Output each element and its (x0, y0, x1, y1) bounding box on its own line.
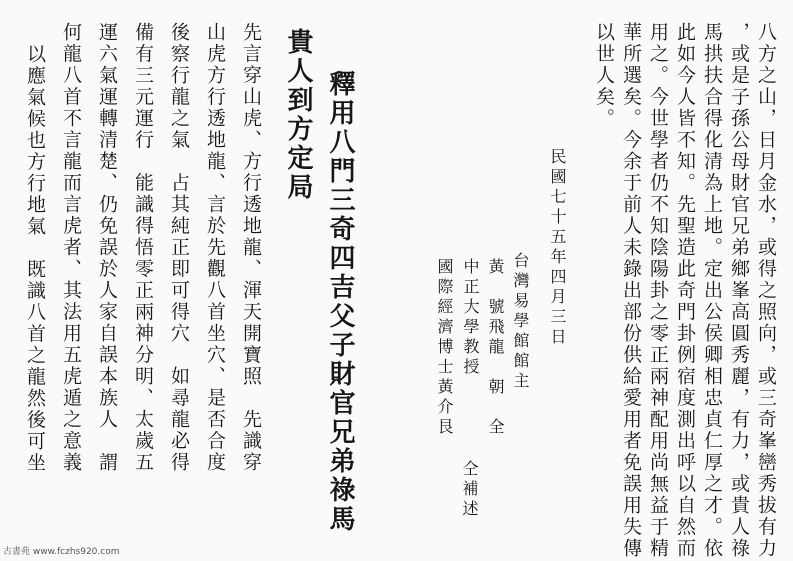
section-line-6: 何龍八首不言龍而言虎者、其法用五虎遁之意義 (60, 22, 82, 474)
preface-line-7: 以世人矣。 (593, 22, 615, 130)
preface-line-3: 馬拱扶合得化清為上地。定出公侯卿相忠貞仁厚之才。依 (701, 22, 723, 560)
section-line-7: 以應氣候也方行地氣 既識八首之龍然後可坐 (24, 44, 46, 474)
preface-line-2: ，或是子孫公母財官兄弟鄉峯高圓秀麗，有力，或貴人祿 (728, 22, 750, 560)
signature-org: 台灣易學館館主 (511, 252, 530, 392)
section-line-2: 山虎方行透地龍、言於先觀八首坐穴、是否合度 (204, 22, 226, 474)
signature-education: 中正大學教授 (461, 258, 480, 378)
preface-date: 民國七十五年四月三日 (548, 148, 567, 348)
signature-supplement: 仝補述 (460, 460, 479, 520)
section-line-5: 運六氣運轉清楚、仍免誤於人家自誤本族人 謂 (96, 22, 118, 474)
site-watermark: 古書苑 www.fczhs920.com (3, 547, 120, 557)
section-title: 釋用八門三奇四吉父子財官兄弟祿馬 (325, 70, 355, 534)
section-subtitle: 貴人到方定局 (283, 28, 313, 202)
section-line-1: 先言穿山虎、方行透地龍、渾天開寶照 先識穿 (240, 22, 262, 474)
signature-name: 黃 號飛龍 朝 全 (486, 258, 505, 438)
section-line-4: 備有三元運行 能識得悟零正兩神分明、太歲五 (132, 22, 154, 474)
signature-doctorate: 國際經濟博士黃介艮 (435, 258, 454, 438)
preface-line-1: 八方之山，日月金水，或得之照向，或三奇峯巒秀拔有力 (755, 22, 777, 560)
preface-line-6: 華所選矣。今余于前人未錄出部份供給愛用者免誤用失傳 (620, 22, 642, 560)
preface-line-5: 用之。今世學者仍不知陰陽卦之零正兩神配用尚無益于精 (647, 22, 669, 560)
section-line-3: 後察行龍之氣 占其純正即可得穴 如尋龍必得 (168, 22, 190, 474)
preface-line-4: 此如今人皆不知。先聖造此奇門卦例宿度測出呼以自然而 (674, 22, 696, 560)
